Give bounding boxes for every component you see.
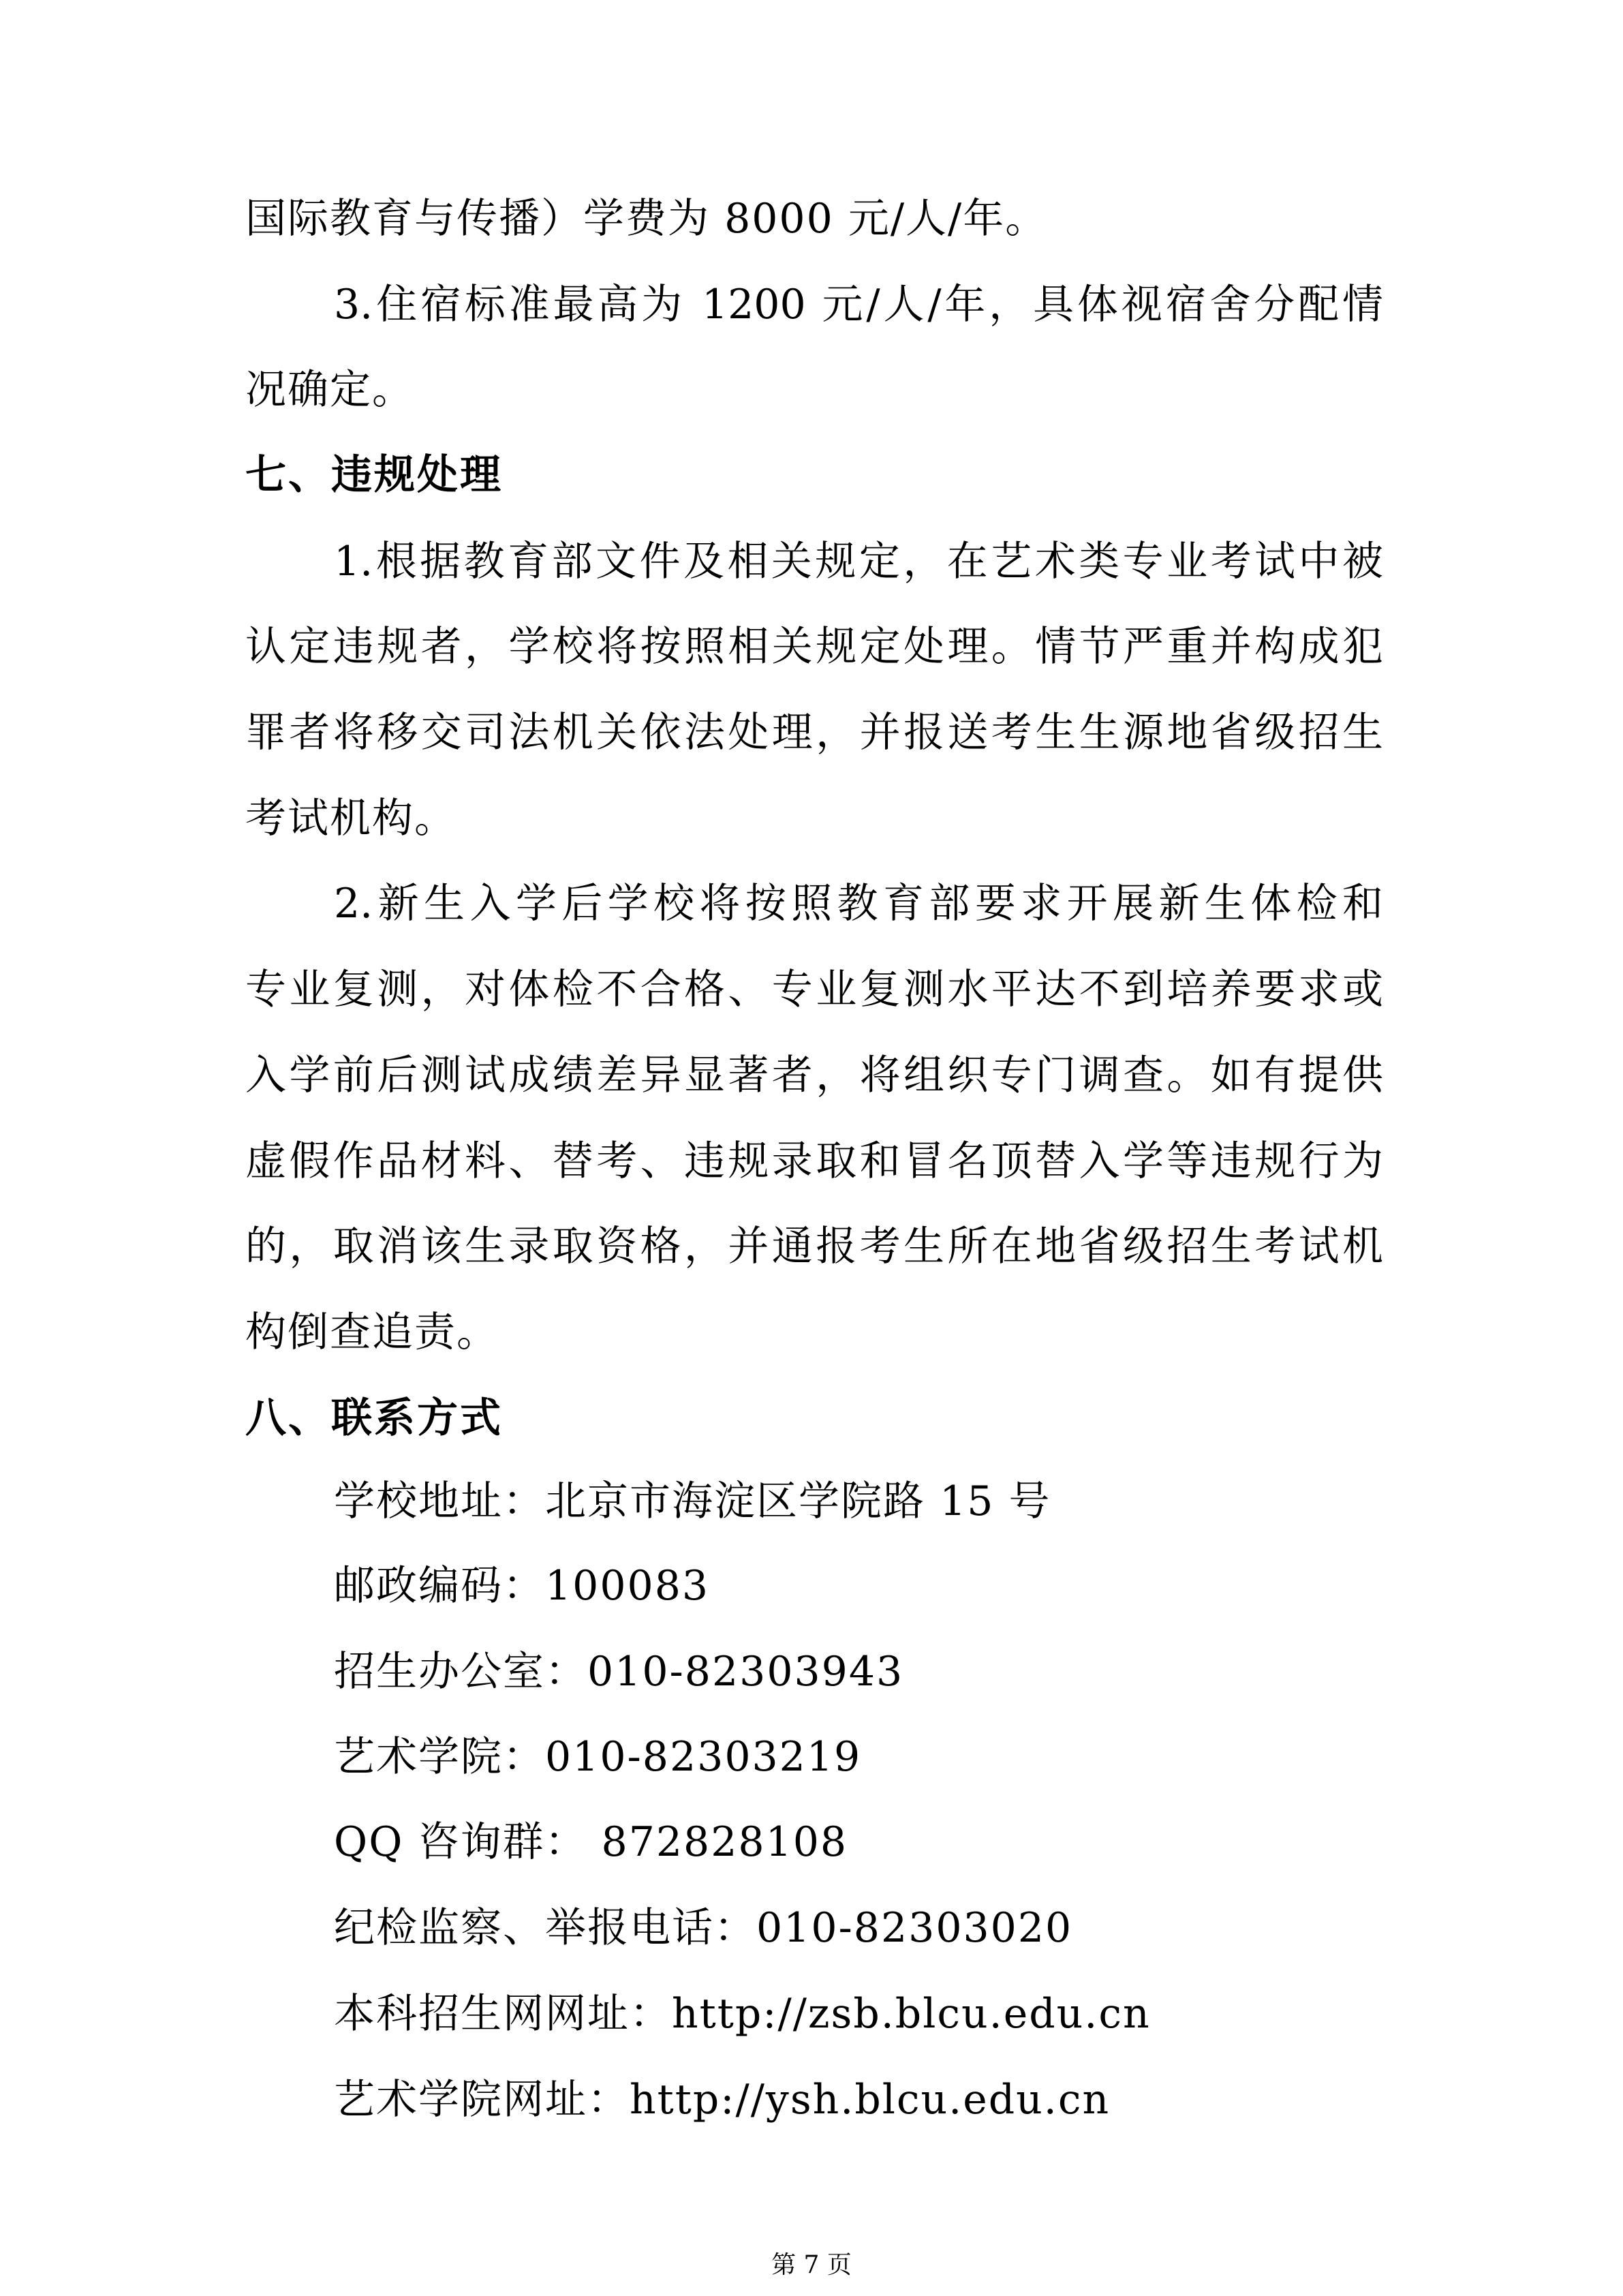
paragraph-line: 构倒查追责。 xyxy=(245,1308,499,1356)
paragraph-line: 1.根据教育部文件及相关规定，在艺术类专业考试中被 xyxy=(334,538,1383,585)
paragraph-line: 况确定。 xyxy=(245,366,414,414)
contact-art-college-phone: 艺术学院：010-82303219 xyxy=(334,1733,862,1781)
paragraph-line: 国际教育与传播）学费为 8000 元/人/年。 xyxy=(245,195,1048,243)
contact-admissions-website[interactable]: 本科招生网网址：http://zsb.blcu.edu.cn xyxy=(334,1990,1151,2038)
contact-discipline-hotline: 纪检监察、举报电话：010-82303020 xyxy=(334,1904,1073,1952)
paragraph-line: 的，取消该生录取资格，并通报考生所在地省级招生考试机 xyxy=(245,1223,1383,1270)
paragraph-line: 考试机构。 xyxy=(245,795,457,842)
paragraph-line: 罪者将移交司法机关依法处理，并报送考生生源地省级招生 xyxy=(245,709,1383,756)
paragraph-line: 3.住宿标准最高为 1200 元/人/年，具体视宿舍分配情 xyxy=(334,281,1383,328)
contact-address: 学校地址：北京市海淀区学院路 15 号 xyxy=(334,1478,1051,1525)
paragraph-line: 入学前后测试成绩差异显著者，将组织专门调查。如有提供 xyxy=(245,1052,1383,1099)
section-heading-contact: 八、联系方式 xyxy=(245,1394,503,1442)
paragraph-line: 专业复测，对体检不合格、专业复测水平达不到培养要求或 xyxy=(245,966,1383,1013)
contact-admissions-phone: 招生办公室：010-82303943 xyxy=(334,1648,904,1696)
section-heading-violations: 七、违规处理 xyxy=(245,451,503,499)
paragraph-line: 2.新生入学后学校将按照教育部要求开展新生体检和 xyxy=(334,880,1383,928)
paragraph-line: 认定违规者，学校将按照相关规定处理。情节严重并构成犯 xyxy=(245,623,1383,671)
paragraph-line: 虚假作品材料、替考、违规录取和冒名顶替入学等违规行为 xyxy=(245,1137,1383,1185)
contact-postcode: 邮政编码：100083 xyxy=(334,1562,710,1610)
contact-qq-group: QQ 咨询群： 872828108 xyxy=(334,1818,848,1866)
contact-art-college-website[interactable]: 艺术学院网址：http://ysh.blcu.edu.cn xyxy=(334,2076,1111,2124)
page-number: 第 7 页 xyxy=(771,2251,852,2279)
